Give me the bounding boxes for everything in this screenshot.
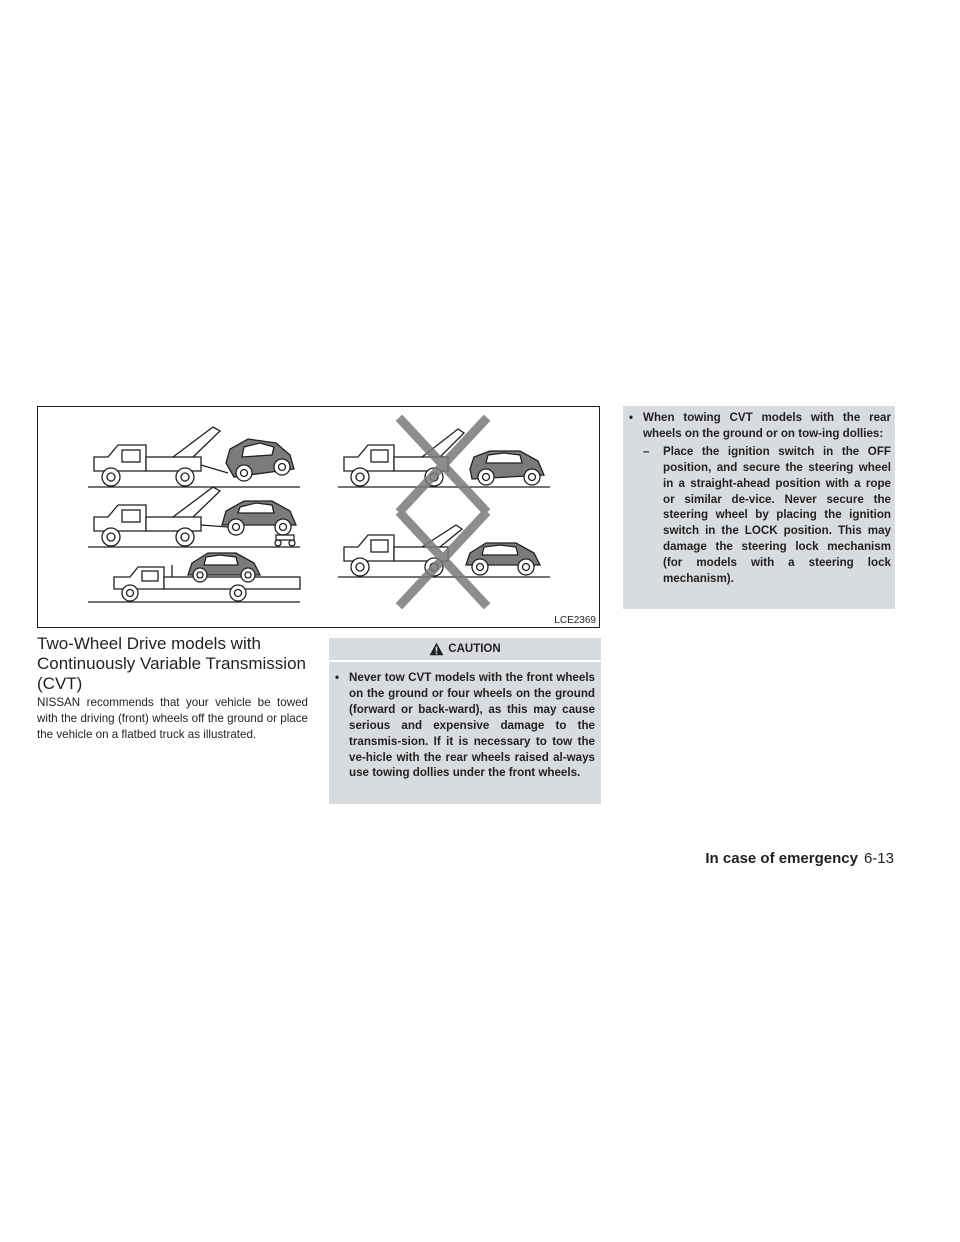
dollies-item-text: When towing CVT models with the rear wheels on the ground or on tow-ing dollies:: [643, 411, 891, 440]
dollies-subitem-text: Place the ignition switch in the OFF position, and secure the steering wheel in a straight-ahead position with a rope or similar de-vice. Never secure the steering wheel by placing the ignition switch in the LOCK position. This may damage the steering lock mechanism (for models with a steering lock mechanism).: [663, 444, 891, 586]
body-paragraph: NISSAN recommends that your vehicle be towed with the driving (front) wheels off the ground or place the vehicle on a flatbed truck as illustrated.: [37, 696, 308, 742]
page-number: 6-13: [863, 850, 894, 867]
bullet: •: [335, 671, 340, 684]
towing-illustration: [37, 406, 600, 628]
caution-box: [329, 638, 601, 804]
incorrect-towing-front-down: [338, 525, 550, 577]
dash: –: [643, 444, 650, 458]
towing-diagram: [38, 407, 601, 629]
caution-title: CAUTION: [448, 643, 501, 655]
flatbed-truck: [88, 553, 300, 602]
tow-truck-dollies: [88, 487, 300, 547]
figure-code: LCE2369: [554, 615, 596, 626]
dollies-caution-box: [623, 406, 895, 609]
tow-truck-wheel-lift: [88, 427, 300, 487]
caution-item-text: Never tow CVT models with the front wheels on the ground or four wheels on the ground (forward or back-ward), as this may cause serious and expensive damage to the transmis-sion. If it is necessary to tow the ve-hicle with the rear wheels raised al-ways use towing dollies under the front wheels.: [349, 671, 595, 780]
section-heading: Two-Wheel Drive models with Continuously Variable Transmission (CVT): [37, 634, 306, 693]
dollies-item: [629, 410, 891, 442]
caution-item: [335, 670, 595, 781]
warning-triangle-icon: [429, 642, 444, 656]
bullet: •: [629, 411, 634, 424]
dollies-subitem: [643, 444, 891, 587]
caution-header: [329, 638, 601, 662]
chapter-title: In case of emergency: [705, 850, 858, 867]
page-footer: [705, 849, 894, 869]
